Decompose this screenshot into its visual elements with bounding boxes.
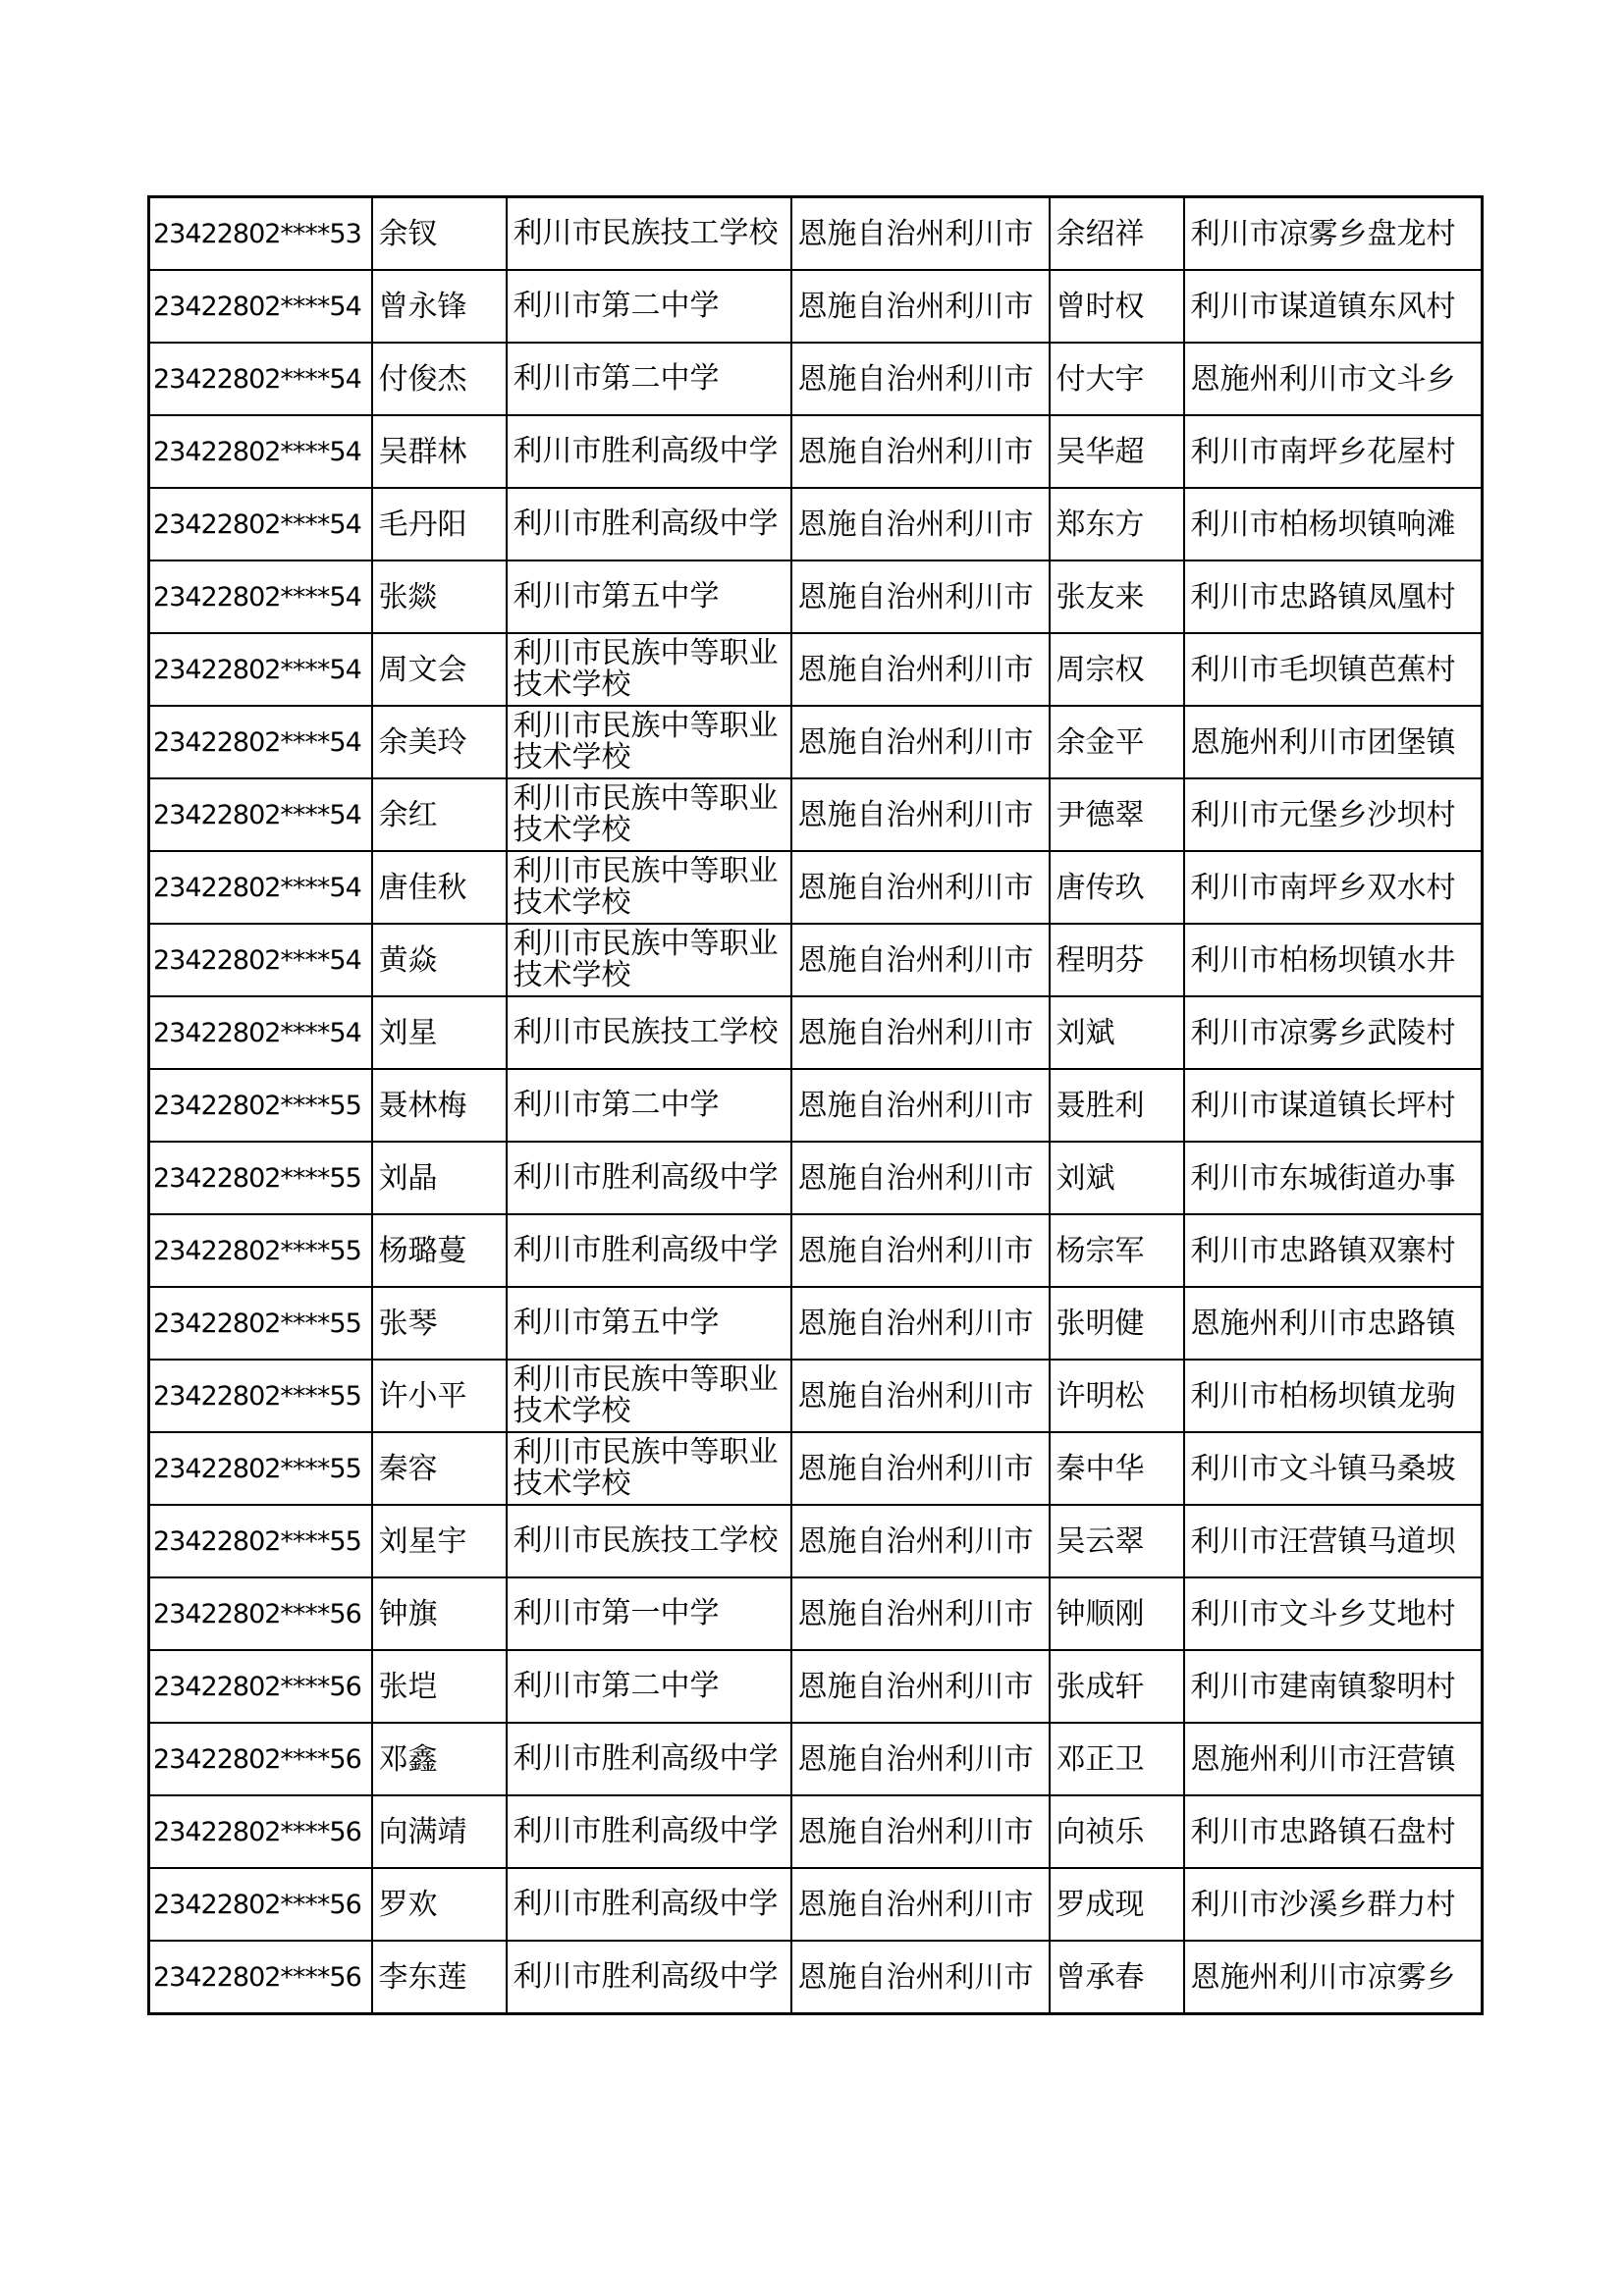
school-cell: 利川市民族中等职业技术学校 (507, 1432, 791, 1505)
id-number-cell: 23422802****56 (149, 1577, 372, 1650)
id-number-cell: 23422802****55 (149, 1142, 372, 1214)
id-number-cell: 23422802****54 (149, 996, 372, 1069)
school-cell: 利川市胜利高级中学 (507, 1868, 791, 1941)
table-row (149, 778, 1483, 851)
address-cell: 利川市柏杨坝镇水井 (1184, 924, 1483, 996)
id-number-cell: 23422802****54 (149, 851, 372, 924)
table-row (149, 1069, 1483, 1142)
region-cell: 恩施自治州利川市 (791, 996, 1050, 1069)
address-cell: 利川市汪营镇马道坝 (1184, 1505, 1483, 1577)
guardian-name-cell: 曾时权 (1050, 270, 1184, 343)
school-cell: 利川市民族技工学校 (507, 197, 791, 271)
guardian-name-cell: 周宗权 (1050, 633, 1184, 706)
table-row (149, 1360, 1483, 1432)
region-cell: 恩施自治州利川市 (791, 633, 1050, 706)
address-cell: 恩施州利川市凉雾乡 (1184, 1941, 1483, 2014)
id-number-cell: 23422802****54 (149, 633, 372, 706)
guardian-name-cell: 刘斌 (1050, 996, 1184, 1069)
guardian-name-cell: 秦中华 (1050, 1432, 1184, 1505)
id-number-cell: 23422802****54 (149, 561, 372, 633)
table-body (149, 197, 1483, 2014)
table-row (149, 1142, 1483, 1214)
address-cell: 利川市凉雾乡武陵村 (1184, 996, 1483, 1069)
student-name-cell: 付俊杰 (372, 343, 507, 415)
region-cell: 恩施自治州利川市 (791, 1142, 1050, 1214)
address-cell: 利川市沙溪乡群力村 (1184, 1868, 1483, 1941)
student-name-cell: 唐佳秋 (372, 851, 507, 924)
address-cell: 恩施州利川市汪营镇 (1184, 1723, 1483, 1795)
table-row (149, 996, 1483, 1069)
region-cell: 恩施自治州利川市 (791, 561, 1050, 633)
table-row (149, 633, 1483, 706)
table-row (149, 706, 1483, 778)
table-row (149, 415, 1483, 488)
id-number-cell: 23422802****55 (149, 1360, 372, 1432)
student-name-cell: 邓鑫 (372, 1723, 507, 1795)
id-number-cell: 23422802****54 (149, 706, 372, 778)
guardian-name-cell: 向祯乐 (1050, 1795, 1184, 1868)
address-cell: 恩施州利川市文斗乡 (1184, 343, 1483, 415)
school-cell: 利川市第五中学 (507, 1287, 791, 1360)
region-cell: 恩施自治州利川市 (791, 1650, 1050, 1723)
student-name-cell: 秦容 (372, 1432, 507, 1505)
school-cell: 利川市民族中等职业技术学校 (507, 924, 791, 996)
address-cell: 利川市凉雾乡盘龙村 (1184, 197, 1483, 271)
address-cell: 利川市谋道镇东风村 (1184, 270, 1483, 343)
guardian-name-cell: 吴云翠 (1050, 1505, 1184, 1577)
region-cell: 恩施自治州利川市 (791, 1941, 1050, 2014)
student-name-cell: 刘晶 (372, 1142, 507, 1214)
id-number-cell: 23422802****55 (149, 1505, 372, 1577)
table-row (149, 1432, 1483, 1505)
region-cell: 恩施自治州利川市 (791, 1287, 1050, 1360)
student-name-cell: 杨璐蔓 (372, 1214, 507, 1287)
region-cell: 恩施自治州利川市 (791, 1214, 1050, 1287)
address-cell: 利川市南坪乡花屋村 (1184, 415, 1483, 488)
address-cell: 利川市忠路镇双寨村 (1184, 1214, 1483, 1287)
region-cell: 恩施自治州利川市 (791, 1432, 1050, 1505)
student-name-cell: 钟旗 (372, 1577, 507, 1650)
region-cell: 恩施自治州利川市 (791, 270, 1050, 343)
id-number-cell: 23422802****55 (149, 1432, 372, 1505)
table-row (149, 1505, 1483, 1577)
id-number-cell: 23422802****56 (149, 1723, 372, 1795)
school-cell: 利川市民族中等职业技术学校 (507, 633, 791, 706)
school-cell: 利川市民族技工学校 (507, 996, 791, 1069)
address-cell: 利川市文斗镇马桑坡 (1184, 1432, 1483, 1505)
id-number-cell: 23422802****54 (149, 343, 372, 415)
student-name-cell: 余红 (372, 778, 507, 851)
table-row (149, 1650, 1483, 1723)
student-name-cell: 吴群林 (372, 415, 507, 488)
school-cell: 利川市第二中学 (507, 1069, 791, 1142)
student-name-cell: 毛丹阳 (372, 488, 507, 561)
table-row (149, 1214, 1483, 1287)
id-number-cell: 23422802****55 (149, 1069, 372, 1142)
guardian-name-cell: 付大宇 (1050, 343, 1184, 415)
region-cell: 恩施自治州利川市 (791, 197, 1050, 271)
guardian-name-cell: 聂胜利 (1050, 1069, 1184, 1142)
region-cell: 恩施自治州利川市 (791, 1069, 1050, 1142)
table-row (149, 1287, 1483, 1360)
school-cell: 利川市第二中学 (507, 270, 791, 343)
table-row (149, 1868, 1483, 1941)
student-name-cell: 许小平 (372, 1360, 507, 1432)
id-number-cell: 23422802****55 (149, 1214, 372, 1287)
table-row (149, 1723, 1483, 1795)
guardian-name-cell: 许明松 (1050, 1360, 1184, 1432)
guardian-name-cell: 程明芬 (1050, 924, 1184, 996)
table-row (149, 1941, 1483, 2014)
region-cell: 恩施自治州利川市 (791, 924, 1050, 996)
region-cell: 恩施自治州利川市 (791, 1577, 1050, 1650)
address-cell: 利川市东城街道办事 (1184, 1142, 1483, 1214)
table-row (149, 343, 1483, 415)
address-cell: 利川市毛坝镇芭蕉村 (1184, 633, 1483, 706)
region-cell: 恩施自治州利川市 (791, 1723, 1050, 1795)
student-name-cell: 黄焱 (372, 924, 507, 996)
address-cell: 利川市忠路镇凤凰村 (1184, 561, 1483, 633)
address-cell: 利川市文斗乡艾地村 (1184, 1577, 1483, 1650)
student-name-cell: 刘星宇 (372, 1505, 507, 1577)
table-row (149, 488, 1483, 561)
id-number-cell: 23422802****54 (149, 270, 372, 343)
student-name-cell: 罗欢 (372, 1868, 507, 1941)
address-cell: 利川市谋道镇长坪村 (1184, 1069, 1483, 1142)
school-cell: 利川市胜利高级中学 (507, 1941, 791, 2014)
guardian-name-cell: 余绍祥 (1050, 197, 1184, 271)
address-cell: 恩施州利川市忠路镇 (1184, 1287, 1483, 1360)
student-list-table (147, 195, 1484, 2015)
table-row (149, 270, 1483, 343)
student-name-cell: 余美玲 (372, 706, 507, 778)
guardian-name-cell: 邓正卫 (1050, 1723, 1184, 1795)
student-name-cell: 李东莲 (372, 1941, 507, 2014)
school-cell: 利川市胜利高级中学 (507, 1795, 791, 1868)
region-cell: 恩施自治州利川市 (791, 706, 1050, 778)
student-name-cell: 张燚 (372, 561, 507, 633)
school-cell: 利川市第二中学 (507, 1650, 791, 1723)
table-row (149, 1795, 1483, 1868)
id-number-cell: 23422802****54 (149, 488, 372, 561)
region-cell: 恩施自治州利川市 (791, 1505, 1050, 1577)
guardian-name-cell: 刘斌 (1050, 1142, 1184, 1214)
table-row (149, 1577, 1483, 1650)
student-name-cell: 张垲 (372, 1650, 507, 1723)
address-cell: 恩施州利川市团堡镇 (1184, 706, 1483, 778)
school-cell: 利川市民族中等职业技术学校 (507, 1360, 791, 1432)
student-name-cell: 周文会 (372, 633, 507, 706)
region-cell: 恩施自治州利川市 (791, 1868, 1050, 1941)
address-cell: 利川市忠路镇石盘村 (1184, 1795, 1483, 1868)
region-cell: 恩施自治州利川市 (791, 415, 1050, 488)
student-name-cell: 刘星 (372, 996, 507, 1069)
guardian-name-cell: 郑东方 (1050, 488, 1184, 561)
school-cell: 利川市胜利高级中学 (507, 1723, 791, 1795)
student-name-cell: 张琴 (372, 1287, 507, 1360)
school-cell: 利川市胜利高级中学 (507, 1142, 791, 1214)
id-number-cell: 23422802****55 (149, 1287, 372, 1360)
student-name-cell: 余钗 (372, 197, 507, 271)
school-cell: 利川市民族中等职业技术学校 (507, 778, 791, 851)
school-cell: 利川市第二中学 (507, 343, 791, 415)
school-cell: 利川市民族中等职业技术学校 (507, 706, 791, 778)
student-name-cell: 聂林梅 (372, 1069, 507, 1142)
region-cell: 恩施自治州利川市 (791, 488, 1050, 561)
table-row (149, 197, 1483, 271)
student-name-cell: 向满靖 (372, 1795, 507, 1868)
school-cell: 利川市第五中学 (507, 561, 791, 633)
address-cell: 利川市建南镇黎明村 (1184, 1650, 1483, 1723)
guardian-name-cell: 张成轩 (1050, 1650, 1184, 1723)
guardian-name-cell: 钟顺刚 (1050, 1577, 1184, 1650)
school-cell: 利川市胜利高级中学 (507, 415, 791, 488)
guardian-name-cell: 唐传玖 (1050, 851, 1184, 924)
region-cell: 恩施自治州利川市 (791, 851, 1050, 924)
address-cell: 利川市柏杨坝镇龙驹 (1184, 1360, 1483, 1432)
guardian-name-cell: 张明健 (1050, 1287, 1184, 1360)
address-cell: 利川市柏杨坝镇响滩 (1184, 488, 1483, 561)
region-cell: 恩施自治州利川市 (791, 1360, 1050, 1432)
id-number-cell: 23422802****56 (149, 1868, 372, 1941)
guardian-name-cell: 张友来 (1050, 561, 1184, 633)
guardian-name-cell: 罗成现 (1050, 1868, 1184, 1941)
school-cell: 利川市民族中等职业技术学校 (507, 851, 791, 924)
id-number-cell: 23422802****56 (149, 1941, 372, 2014)
table-row (149, 924, 1483, 996)
guardian-name-cell: 杨宗军 (1050, 1214, 1184, 1287)
id-number-cell: 23422802****56 (149, 1795, 372, 1868)
school-cell: 利川市民族技工学校 (507, 1505, 791, 1577)
id-number-cell: 23422802****53 (149, 197, 372, 271)
school-cell: 利川市第一中学 (507, 1577, 791, 1650)
address-cell: 利川市元堡乡沙坝村 (1184, 778, 1483, 851)
guardian-name-cell: 尹德翠 (1050, 778, 1184, 851)
guardian-name-cell: 曾承春 (1050, 1941, 1184, 2014)
region-cell: 恩施自治州利川市 (791, 1795, 1050, 1868)
school-cell: 利川市胜利高级中学 (507, 488, 791, 561)
id-number-cell: 23422802****54 (149, 415, 372, 488)
guardian-name-cell: 余金平 (1050, 706, 1184, 778)
id-number-cell: 23422802****54 (149, 924, 372, 996)
table-row (149, 561, 1483, 633)
region-cell: 恩施自治州利川市 (791, 343, 1050, 415)
table-row (149, 851, 1483, 924)
region-cell: 恩施自治州利川市 (791, 778, 1050, 851)
id-number-cell: 23422802****56 (149, 1650, 372, 1723)
student-name-cell: 曾永锋 (372, 270, 507, 343)
address-cell: 利川市南坪乡双水村 (1184, 851, 1483, 924)
id-number-cell: 23422802****54 (149, 778, 372, 851)
school-cell: 利川市胜利高级中学 (507, 1214, 791, 1287)
guardian-name-cell: 吴华超 (1050, 415, 1184, 488)
